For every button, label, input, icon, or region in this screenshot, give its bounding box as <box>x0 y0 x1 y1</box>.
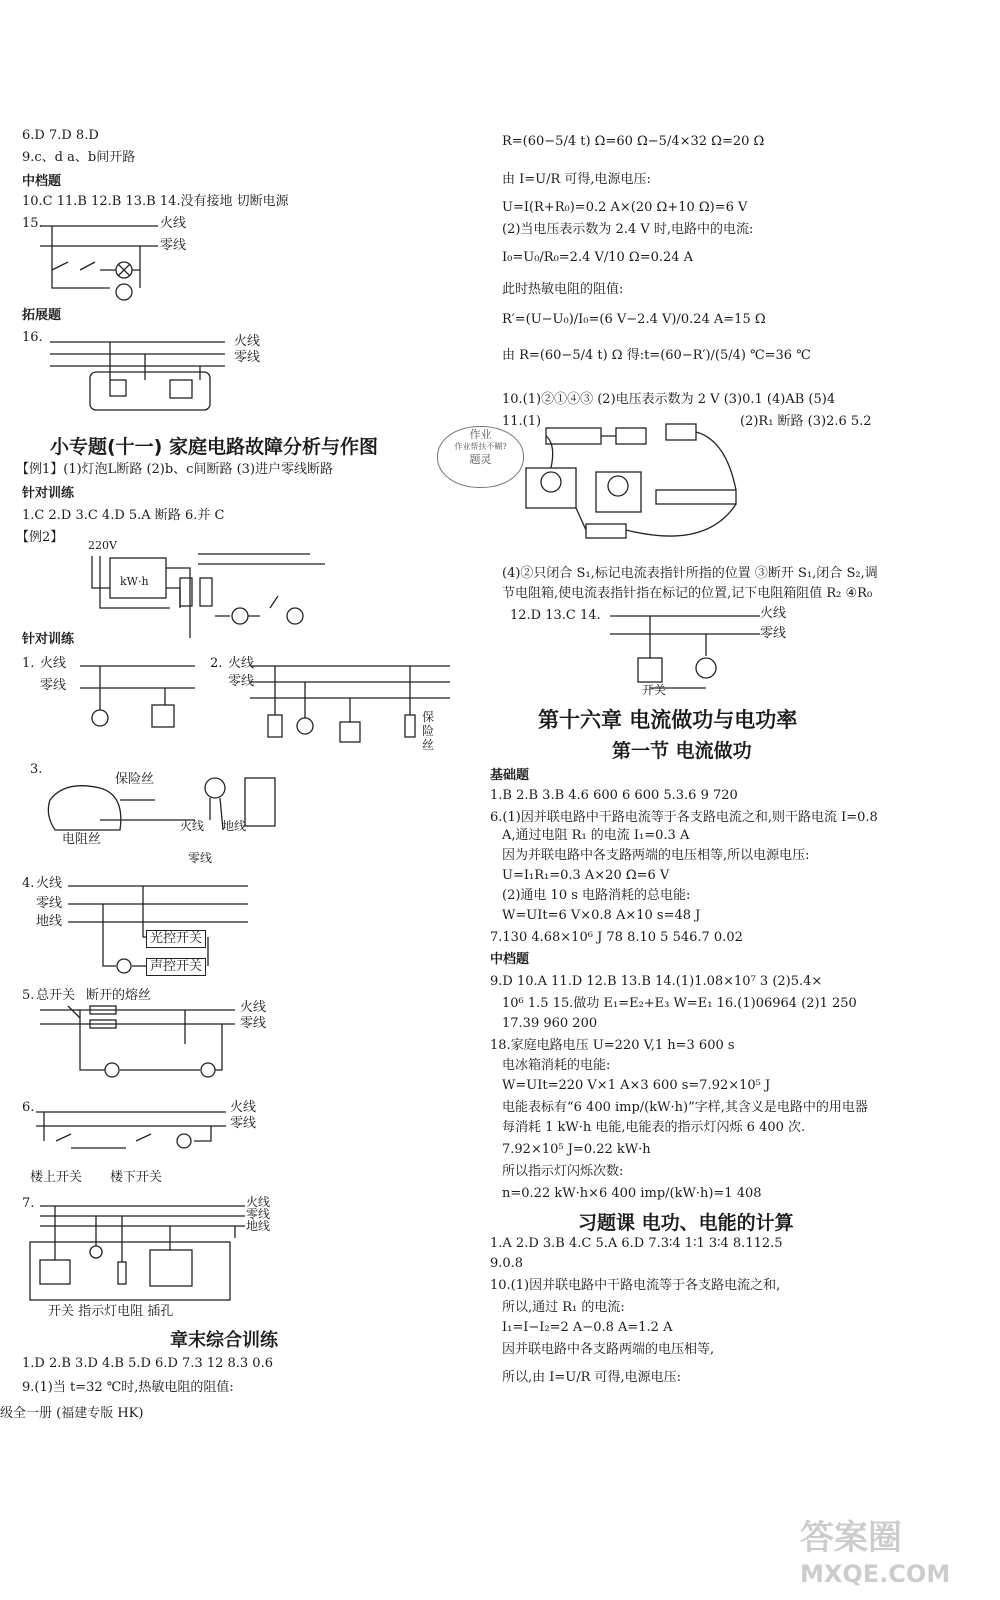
zero-line-label: 零线 <box>246 1207 271 1221</box>
text-line: 所以指示灯闪烁次数: <box>502 1164 624 1179</box>
formula-line: n=0.22 kW·h×6 400 imp/(kW·h)=1 408 <box>502 1186 762 1201</box>
circuit-diagram-16 <box>50 336 240 416</box>
homework-stamp <box>437 426 524 488</box>
formula-line: 由 R=(60−5/4 t) Ω 得:t=(60−R′)/(5/4) ℃=36 ℃ <box>502 348 811 363</box>
answer-line: 6.D 7.D 8.D <box>22 128 99 143</box>
answer-line: 10.C 11.B 12.B 13.B 14.没有接地 切断电源 <box>22 194 289 209</box>
formula-line: U=I(R+R₀)=0.2 A×(20 Ω+10 Ω)=6 V <box>502 200 748 215</box>
fire-line-label: 火线 <box>160 216 187 231</box>
fire-line-label: 火线 <box>760 606 787 621</box>
example-line: 【例1】(1)灯泡L断路 (2)b、c间断路 (3)进户零线断路 <box>16 462 334 477</box>
stamp-text: 作业帮扶不糊? <box>454 442 507 451</box>
fire-line-label: 火线 <box>40 656 67 671</box>
answer-line: 12.D 13.C 14. <box>510 608 601 623</box>
text-line: 因为并联电路中各支路两端的电压相等,所以电源电压: <box>502 848 810 863</box>
voltage-label: 220V <box>88 539 117 552</box>
meter-circuit-diagram <box>80 538 340 648</box>
answer-line: 1.A 2.D 3.B 4.C 5.A 6.D 7.3∶4 1∶1 3∶4 8.112.5 <box>490 1236 783 1251</box>
text-line: 6.(1)因并联电路中干路电流等于各支路电流之和,则干路电流 I=0.8 <box>490 810 878 825</box>
fire-line-label: 火线 <box>230 1100 257 1115</box>
formula-line: U=I₁R₁=0.3 A×20 Ω=6 V <box>502 868 670 883</box>
downstairs-switch-label: 楼下开关 <box>110 1170 163 1185</box>
formula-line: 7.92×10⁵ J=0.22 kW·h <box>502 1142 651 1157</box>
switch-label: 开关 <box>642 683 667 697</box>
text-line: 10.(1)因并联电路中干路电流等于各支路电流之和, <box>490 1278 781 1293</box>
text-line: (4)②只闭合 S₁,标记电流表指针所指的位置 ③断开 S₁,闭合 S₂,调 <box>502 566 878 581</box>
zero-line-label: 零线 <box>760 626 787 641</box>
text-line: 每消耗 1 kW·h 电能,电能表的指示灯闪烁 6 400 次. <box>502 1120 806 1135</box>
question-number: 3. <box>30 762 43 777</box>
formula-line: W=UIt=220 V×1 A×3 600 s=7.92×10⁵ J <box>502 1078 771 1093</box>
fire-line-label: 火线 <box>180 819 205 833</box>
answer-line: (2)R₁ 断路 (3)2.6 5.2 <box>740 414 872 429</box>
text-line: 此时热敏电阻的阻值: <box>502 282 624 297</box>
chapter-title: 第十六章 电流做功与电功率 <box>538 708 798 732</box>
zero-line-label: 零线 <box>240 1016 267 1031</box>
zero-line-label: 零线 <box>234 350 261 365</box>
fire-line-label: 火线 <box>36 876 63 891</box>
answer-line: 7.130 4.68×10⁶ J 78 8.10 5 546.7 0.02 <box>490 930 743 945</box>
answer-line: 9.0.8 <box>490 1256 524 1271</box>
answer-line: 10.(1)②①④③ (2)电压表示数为 2 V (3)0.1 (4)AB (5)4 <box>502 392 836 407</box>
answer-line: 10⁶ 1.5 15.做功 E₁=E₂+E₃ W=E₁ 16.(1)06964 (2)1 250 <box>502 996 857 1011</box>
ground-line-label: 地线 <box>246 1219 271 1233</box>
question-number: 16. <box>22 330 43 345</box>
answer-line: 9.D 10.A 11.D 12.B 13.B 14.(1)1.08×10⁷ 3 (2)5.4× <box>490 974 823 989</box>
circuit-diagram-14 <box>610 612 770 692</box>
upstairs-switch-label: 楼上开关 <box>30 1170 83 1185</box>
section-label: 针对训练 <box>22 632 75 647</box>
formula-line: I₁=I−I₂=2 A−0.8 A=1.2 A <box>502 1320 673 1335</box>
fuse-label: 保险丝 <box>115 772 155 787</box>
fire-line-label: 火线 <box>234 334 261 349</box>
formula-line: R=(60−5/4 t) Ω=60 Ω−5/4×32 Ω=20 Ω <box>502 134 765 149</box>
ground-line-label: 地线 <box>36 914 63 929</box>
kettle-diagram <box>45 770 285 870</box>
section-label: 基础题 <box>490 768 530 783</box>
text-line: (2)当电压表示数为 2.4 V 时,电路中的电流: <box>502 222 754 237</box>
formula-line: R′=(U−U₀)/I₀=(6 V−2.4 V)/0.24 A=15 Ω <box>502 312 766 327</box>
zero-line-label: 零线 <box>36 896 63 911</box>
question-number: 7. <box>22 1196 35 1211</box>
text-line: 电冰箱消耗的电能: <box>502 1058 611 1073</box>
text-line: 所以,由 I=U/R 可得,电源电压: <box>502 1370 682 1385</box>
text-line: 18.家庭电路电压 U=220 V,1 h=3 600 s <box>490 1038 735 1053</box>
section-label: 针对训练 <box>22 486 75 501</box>
stamp-text: 题灵 <box>469 453 492 466</box>
formula-line: I₀=U₀/R₀=2.4 V/10 Ω=0.24 A <box>502 250 694 265</box>
fire-line-label: 火线 <box>240 1000 267 1015</box>
answer-line: 1.C 2.D 3.C 4.D 5.A 断路 6.并 C <box>22 508 225 523</box>
stamp-text: 作业 <box>469 428 492 441</box>
section-label: 中档题 <box>22 174 62 189</box>
circuit-diagram-5 <box>40 1004 240 1084</box>
answer-line: 9.c、d a、b间开路 <box>22 150 136 165</box>
text-line: (2)通电 10 s 电路消耗的总电能: <box>502 888 691 903</box>
watermark-logo <box>800 1520 950 1592</box>
meter-label: kW·h <box>120 575 149 588</box>
fire-line-label: 火线 <box>246 1195 271 1209</box>
circuit-diagram-6 <box>36 1106 231 1166</box>
question-number: 6. <box>22 1100 35 1115</box>
circuit-diagram-7 <box>30 1202 245 1302</box>
main-switch-label: 总开关 <box>36 988 76 1003</box>
answer-line: 17.39 960 200 <box>502 1016 598 1031</box>
answer-line: 9.(1)当 t=32 ℃时,热敏电阻的阻值: <box>22 1380 234 1395</box>
zero-line-label: 零线 <box>228 674 255 689</box>
light-switch-box: 光控开关 <box>146 930 206 948</box>
q7-labels: 开关 指示灯电阻 插孔 <box>48 1304 174 1319</box>
question-number: 5. <box>22 988 35 1003</box>
text-line: 因并联电路中各支路两端的电压相等, <box>502 1342 715 1357</box>
text-line: 由 I=U/R 可得,电源电压: <box>502 172 651 187</box>
question-number: 15. <box>22 216 43 231</box>
topic-title: 小专题(十一) 家庭电路故障分析与作图 <box>50 436 378 458</box>
resistor-wire-label: 电阻丝 <box>62 832 102 847</box>
zero-line-label: 零线 <box>40 678 67 693</box>
text-line: 电能表标有“6 400 imp/(kW·h)”字样,其含义是电路中的用电器 <box>502 1100 868 1115</box>
question-number: 4. <box>22 876 35 891</box>
fire-line-label: 火线 <box>228 656 255 671</box>
sound-switch-box: 声控开关 <box>146 958 206 976</box>
section-label: 拓展题 <box>22 308 62 323</box>
text-line: 节电阻箱,使电流表指针指在标记的位置,记下电阻箱阻值 R₂ ④R₀ <box>502 586 873 601</box>
chapter-review-title: 章末综合训练 <box>170 1330 278 1351</box>
experiment-diagram <box>526 420 766 555</box>
section-label: 中档题 <box>490 952 530 967</box>
page-footer: 级全一册 (福建专版 HK) <box>0 1406 144 1421</box>
zero-line-label: 零线 <box>188 851 213 865</box>
answer-line: 11.(1) <box>502 414 542 429</box>
question-number: 2. <box>210 656 223 671</box>
answer-line: 1.B 2.B 3.B 4.6 600 6 600 5.3.6 9 720 <box>490 788 738 803</box>
answer-line: 1.D 2.B 3.D 4.B 5.D 6.D 7.3 12 8.3 0.6 <box>22 1356 273 1371</box>
watermark-text: 答案圈 <box>800 1518 902 1558</box>
circuit-diagram-1 <box>80 660 200 740</box>
text-line: 所以,通过 R₁ 的电流: <box>502 1300 625 1315</box>
ground-line-label: 地线 <box>222 819 247 833</box>
practice-title: 习题课 电功、电能的计算 <box>578 1212 794 1234</box>
zero-line-label: 零线 <box>160 238 187 253</box>
fuse-label: 保险丝 <box>422 710 435 752</box>
formula-line: W=UIt=6 V×0.8 A×10 s=48 J <box>502 908 701 923</box>
example-line: 【例2】 <box>16 530 64 545</box>
broken-fuse-label: 断开的熔丝 <box>86 988 152 1003</box>
question-number: 1. <box>22 656 35 671</box>
section-title: 第一节 电流做功 <box>612 740 752 762</box>
zero-line-label: 零线 <box>230 1116 257 1131</box>
watermark-url: MXQE.COM <box>800 1560 951 1588</box>
text-line: A,通过电阻 R₁ 的电流 I₁=0.3 A <box>502 828 690 843</box>
